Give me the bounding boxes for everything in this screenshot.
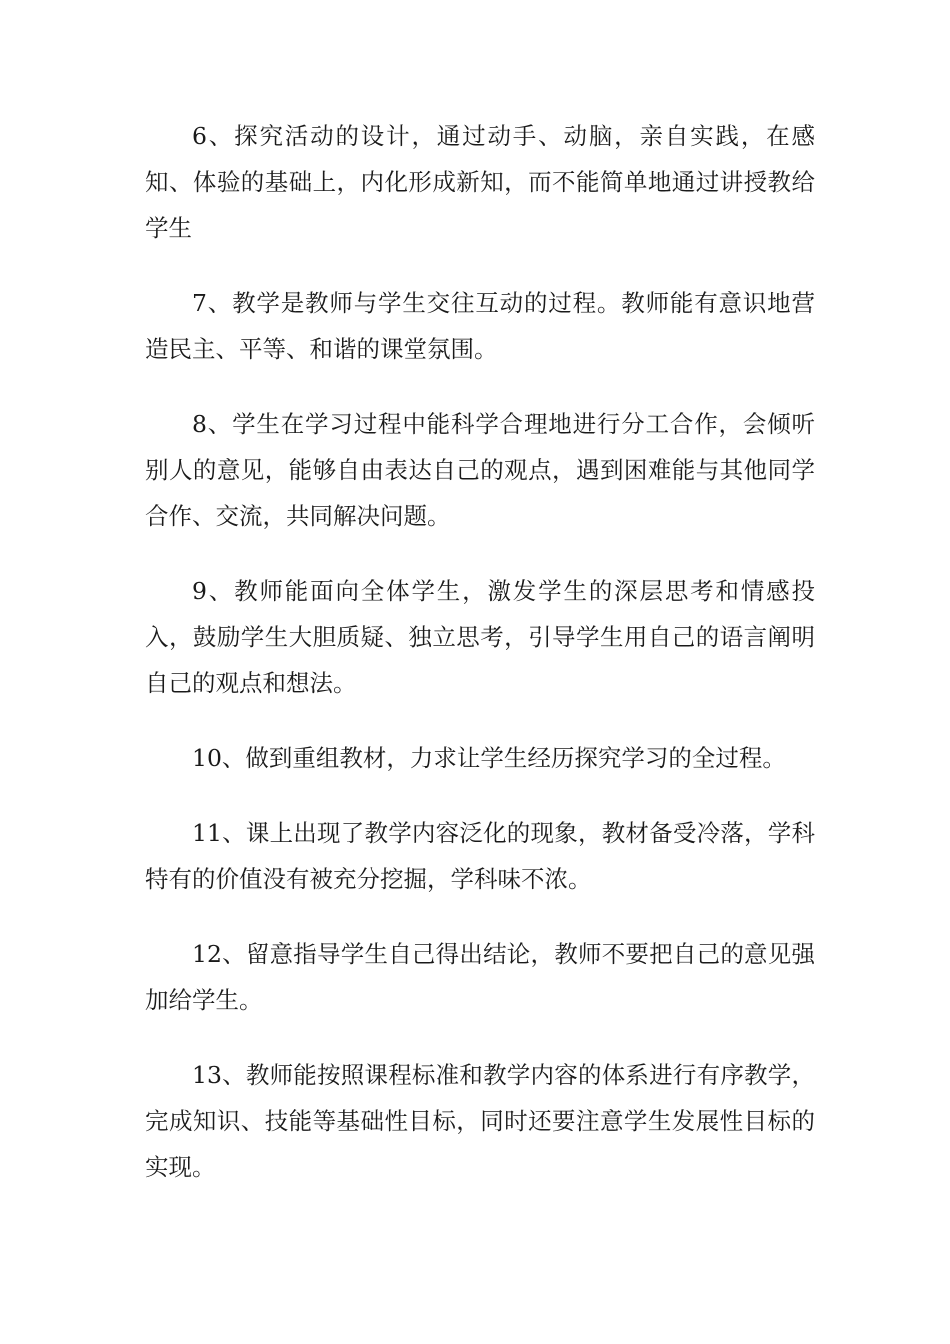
document-body (145, 113, 815, 1219)
paragraph-11: 11、课上出现了教学内容泛化的现象，教材备受冷落，学科特有的价值没有被充分挖掘，学科味不浓。 (145, 819, 815, 893)
paragraph-8: 8、学生在学习过程中能科学合理地进行分工合作，会倾听别人的意见，能够自由表达自己的观点，遇到困难能与其他同学合作、交流，共同解决问题。 (145, 410, 815, 530)
paragraph-12: 12、留意指导学生自己得出结论，教师不要把自己的意见强加给学生。 (145, 940, 815, 1014)
paragraph-10: 10、做到重组教材，力求让学生经历探究学习的全过程。 (192, 744, 786, 772)
paragraph-6: 6、探究活动的设计，通过动手、动脑，亲自实践，在感知、体验的基础上，内化形成新知，而不能简单地通过讲授教给学生 (145, 122, 815, 242)
paragraph-9: 9、教师能面向全体学生，激发学生的深层思考和情感投入，鼓励学生大胆质疑、独立思考，引导学生用自己的语言阐明自己的观点和想法。 (145, 577, 815, 697)
paragraph-13: 13、教师能按照课程标准和教学内容的体系进行有序教学，完成知识、技能等基础性目标，同时还要注意学生发展性目标的实现。 (145, 1061, 815, 1181)
paragraph-7: 7、教学是教师与学生交往互动的过程。教师能有意识地营造民主、平等、和谐的课堂氛围。 (145, 289, 815, 363)
